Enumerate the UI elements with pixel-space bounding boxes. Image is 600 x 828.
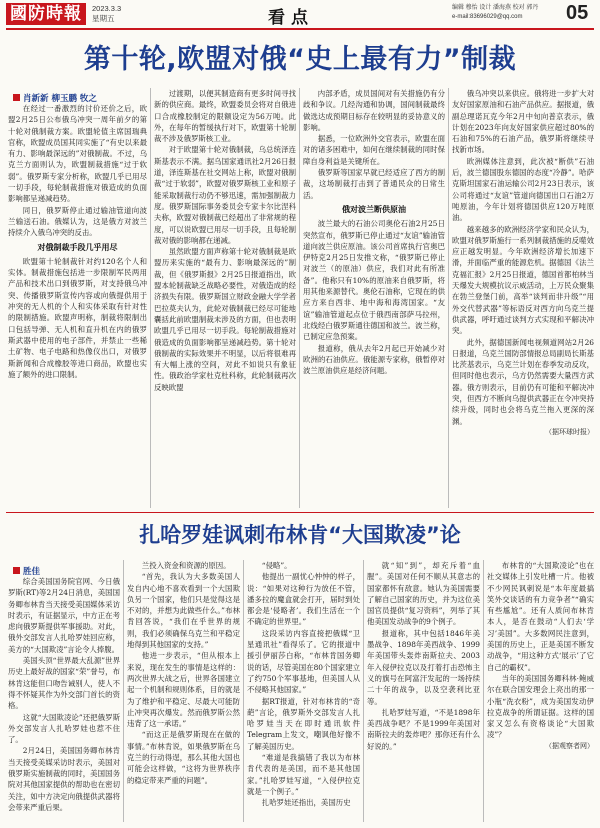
issue-date	[92, 4, 121, 24]
article2-column-1	[8, 576, 120, 822]
paragraph: 扎哈罗娃还指出，美国历史	[261, 798, 351, 808]
editor-email: e-mail:83696029@qq.com	[452, 14, 523, 20]
column-divider	[243, 560, 244, 822]
paragraph: 他进一步表示，“但从根本上来说，现在发生的事情是这样的：两次世界大战之后，世界各国建立起一个机制和规则体系，目的就是为了维护和平稳定、尽最大可能防止冲突再次爆发。然而俄罗斯公然违背了这一承诺。”	[127, 651, 240, 729]
newspaper-logo: 國防時報	[6, 3, 86, 25]
date-text: 2023.3.3	[92, 4, 122, 13]
article1-byline-text: 肖新新 柳玉鹏 牧之	[23, 94, 97, 104]
paragraph: 对于欧盟第十轮对俄制裁，乌总统泽连斯基表示不满。据乌国家通讯社2月26日报道，泽连斯基在社交网站上称，欧盟对俄制裁“过于软弱”，欧盟对俄罗斯核工业和原子能采取制裁行动仍不够迅速，需加强制裁力度。俄罗斯国际事务委员会专家卡尔比涅科夫称，欧盟对俄制裁已经超出了非常规的程度，可以说欧盟已用尽一切手段，且每轮制裁对俄的影响都在递减。	[154, 145, 296, 245]
article2-column-5	[487, 560, 594, 822]
paragraph: “侵略”。	[261, 561, 292, 570]
article2-column-2	[127, 560, 240, 822]
byline-marker-icon	[13, 567, 20, 574]
column-divider	[483, 560, 484, 822]
article2-column-4	[367, 560, 480, 822]
paragraph: 虽然欧盟方面声称第十轮对俄制裁是欧盟历来实施的“最有力、影响最深远的”制裁，但《俄罗斯报》2月25日报道指出，欧盟本轮制裁缺乏战略必要性，对俄造成的经济损失有限。俄罗斯国立财政金融大学学者巴拉莫夫认为，此轮对俄制裁已经尽可能地囊括此前欧盟制裁未涉及的方面，但也表明欧盟几乎已用尽一切手段。每轮制裁措施对俄造成的负面影响都呈递减趋势。第十轮对俄制裁的实际效果并不明显，以后将很难再有大幅上涨的空间，对此不如说只有象征性。俄政治学家杜克杜科称，此轮制裁再次反映欧盟	[154, 247, 296, 392]
column-divider	[448, 88, 449, 508]
column-divider	[150, 88, 151, 508]
article1-column-1	[8, 103, 147, 508]
article-divider	[6, 512, 594, 513]
column-divider	[123, 560, 124, 822]
column-divider	[363, 560, 364, 822]
article2-byline-text: 胜佳	[23, 567, 41, 577]
paragraph: 综合美国国务院官网、今日俄罗斯(RT)等2月24日消息，美国国务卿布林肯当天接受美国媒体采访时表示，有证据显示，中方正在考虑向俄罗斯提供军事援助。对此，俄外交部发言人扎哈罗娃回应称，美方的“大国欺凌”言论令人捧腹。	[8, 577, 120, 654]
article2-column-3	[247, 560, 360, 822]
article1-source: （据环球时报）	[545, 427, 594, 436]
paragraph: 兰投入资金和资源的原因。	[141, 561, 231, 570]
paragraph: 此外，据德国新闻电视频道网站2月26日报道，乌克兰国防部情报总局副局长斯基比茨基表示，乌克兰计划在春季发动反攻，但同时他也表示，乌方仍然需要大量西方武器。俄方则表示，目前仍有可能和平解决冲突，但西方不断向乌提供武器正在令冲突持续升级，同时也会将乌克兰拖入更深的深渊。	[452, 337, 594, 426]
editor-names: 编辑 穆怡 设计 潘海燕 校对 郭丹	[452, 5, 539, 11]
paragraph: 越来越多的欧洲经济学家和民众认为，欧盟对俄罗斯施行一系列制裁措施的反噬效应正越发明显。今年欧洲经济增长加速下滑，并面临严重的能源危机。据德国《法兰克福汇报》2月25日报道，德国首都柏林当天爆发大规模抗议示威活动，上万民众聚集在勃兰登堡门前，高举“谈判而非升级”“用外交代替武器”等标语反对西方向乌克兰提供武器，呼吁通过谈判方式实现和平解决冲突。	[452, 224, 594, 336]
paragraph: 波兰最大的石油公司奥伦石油2月25日突然宣布，俄罗斯已停止通过“友谊”输油管道向波兰供应原油。该公司首席执行官奥巴伊特克2月25日发推文称，“俄罗斯已停止对波兰（的原油）供应，我们对此有所准备”。他称只有10%的原油来自俄罗斯，将用其他来源替代。奥伦石油称，它现在的供应方来自西非、地中海和海湾国家。“友谊”输油管道起点位于俄西南部萨马拉州，北线经白俄罗斯通往德国和波兰。波兰称，已制定应急预案。	[303, 219, 445, 342]
paragraph: 据悉，一位欧洲外交官表示，欧盟在面对的诸多困难中，如何在继续制裁的同时保障自身利益是关键所在。	[303, 134, 445, 166]
column-divider	[299, 88, 300, 508]
paragraph: 在经过一番激烈的讨价还价之后，欧盟2月25日公布俄乌冲突一周年前夕的第十轮对俄制裁方案。欧盟轮值主席国瑞典官称，欧盟成员国其同实施了“有史以来最有力、影响最深远的”对俄制裁。不过，乌克兰方面则认为，欧盟制裁措施“过于软弱”。俄罗斯专家分析称，欧盟几乎已用尽一切手段，每轮制裁措施对俄造成的负面影响都呈递减趋势。	[8, 104, 147, 204]
paragraph: 2月24日，美国国务卿布林肯当天接受美媒采访时表示，美国对俄罗斯实施制裁的同时，美国国务院对其他国家提供的帮助也在密切关注，如中方决定向俄提供武器将会带来严重后果。	[8, 746, 120, 812]
paragraph: 过渡期，以便其制造商有更多时间寻找新的供应商。最终，欧盟委员会将对自俄进口合成橡胶制定的限额设定为56万吨。此外，在每年的暂缓执行对下，欧盟第十轮制裁不涉及俄罗斯核工业。	[154, 89, 296, 144]
paragraph: 美国头顶“世界最大乱源”世界历史上最好战的国家“荣”誉号，布林肯这能但口吻告诫别人，使人不得不怀疑其作为外交部门首长的资格。	[8, 656, 120, 711]
paragraph: 俄罗斯等国家早就已经适应了西方的制裁，这场制裁打击到了普通民众的日常生活。	[303, 168, 445, 200]
article1-subhead-1: 对俄制裁手段几乎用尽	[37, 242, 118, 252]
paragraph: “首先，我认为大多数美国人发自内心地不喜欢看到一个大国欺负另一个国家，他们只是觉得这是不对的，并想为此做些什么。”布林肯回答说，“我们在乎世界的规则，我们必须确保乌克兰和平稳定地得到其他国家的支持。”	[127, 572, 240, 650]
paragraph: 报道称，俄从去年2月起已开始减少对欧洲的石油供应。俄能源专家称，俄暂停对波兰原油供应是经济问题。	[303, 343, 445, 376]
section-title: 看点	[268, 8, 314, 28]
byline-marker-icon	[13, 94, 20, 101]
paragraph: 据RT报道，针对布林肯的“奇葩”言论，俄罗斯外交部发言人扎哈罗娃当天在即时通讯软件Telegram上发文，嘲讽他好像不了解美国历史。	[247, 696, 360, 751]
paragraph: 同日，俄罗斯停止通过输油管道向波兰输送石油。俄媒认为，这是俄方对波兰持续介入俄乌冲突的反击。	[8, 205, 147, 238]
paragraph: 报道称，其中包括1846年美墨战争、1898年美西战争、1999年美国带头轰炸南斯拉夫、2003年入侵伊拉克以及打着打击恐怖主义的旗号在阿富汗发起的一场持续二十年的战争，以及空袭利比亚等。	[367, 628, 480, 706]
article2-headline: 扎哈罗娃讽刺布林肯“大国欺凌”论	[139, 523, 461, 547]
paragraph: 就“知”到”，却充斥着“血腥”。美国对任何不顺从其意志的国家都怀有敌意。她认为美国需要了解自己国家的历史，并为这位美国官员提供“复习资料”，列举了其他美国发动战争的9个例子。	[367, 561, 480, 627]
paragraph: 扎哈罗娃写道，“不是1898年美西战争吧？不是1999年美国对南斯拉夫的轰炸吧？那你还有什么好说的。”	[367, 707, 480, 751]
paragraph: 布林肯的“大国欺凌论”也在社交媒体上引发吐槽一片。他被不少网民讽刺说是“本年度最搞笑外交谈话的有力竞争者”“确实有些尴尬”。还有人质问布林肯本人，是否在鼓动“人们去‘学习’美国”。大多数网民注意到，美国的历史上，正是美国不断发动战争，“用这种方式‘展示’了它自己的霸权”。	[487, 561, 594, 672]
masthead	[0, 0, 600, 30]
weekday-text: 星期五	[92, 14, 115, 23]
paragraph: 这段采访内容直接把俄媒“卫星通讯社”看得乐了。它的报道中援引伊丽莎白称，“布林肯国务卿说的话，尽管美国在80个国家建立了约750个军事基地，但美国人从不侵略其他国家。”	[247, 628, 360, 695]
article2-source: （据观察者网）	[545, 741, 594, 750]
paragraph: 欧盟第十轮制裁针对约120名个人和实体。制裁措施包括进一步限制军民两用产品和技术出口到俄罗斯，对支持俄乌冲突、传播俄罗斯宣传内容或向俄提供用于冲突的无人机的个人和实体采取有针对性的限制措施。欧盟声明称，制裁将限制出口包括导弹、无人机和直升机在内的俄罗斯武器中使用的电子部件，并禁止一些稀土矿物、电子电路和热像仪出口，对俄罗斯新闻和合成橡胶等进口商品，欧盟也实施了额外的进口限制。	[8, 256, 147, 379]
paragraph: 欧洲媒体注意到，此次被“断供”石油后，波兰德国股东德国的态度“冷静”。哈萨克斯坦国家石油运输公司2月23日表示，该公司将通过“友谊”管道向德国出口石油2万吨原油，今年计划将德国供应120万吨原油。	[452, 156, 594, 223]
article1-column-2	[154, 88, 296, 508]
paragraph: “而这正是俄罗斯现在在做的事情。”布林肯说，如果俄罗斯在乌克兰的行动得逞，那么其他大国也可能会这样做，“这将为世界秩序的稳定带来严重的问题”。	[127, 730, 240, 785]
article1-subhead-2: 俄对波兰断供原油	[342, 204, 406, 214]
paragraph: 内部矛盾，成员国间对有关措施仍有分歧和争议。几经沟通和协调，国间制裁最终做选达成预期目标存在较明显的妥协意义的影响。	[303, 89, 445, 132]
paragraph: 俄乌冲突以来供应。俄将进一步扩大对友好国家原油和石油产品供应。据报道，俄副总理诺瓦克今年2月中旬向普京表示，俄计划在2023年向友好国家供应超过80%的石油和75%的石油产品，俄罗斯将继续寻找新市场。	[452, 89, 594, 155]
masthead-divider	[6, 28, 594, 30]
article1-column-3	[303, 88, 445, 508]
paragraph: 他提出一副忧心忡忡的样子，说：“如果对这种行为放任不管，潘多拉的魔盒就会打开，届时到处都会是‘侵略者’。我们生活在一个不确定的世界里。”	[247, 572, 360, 627]
editor-credits	[452, 4, 572, 22]
paragraph: 当年的美国国务卿科林·鲍威尔在联合国安理会上亮出的那一小瓶“洗衣粉”，成为美国发动伊拉克战争的所谓证据。这样的国家又怎么有资格谈论“大国欺凌”？	[487, 673, 594, 740]
paragraph: 这就“大国欺凌论”还把俄罗斯外交部发言人扎哈罗娃也惹不住了。	[8, 712, 120, 745]
paragraph: “难道是我搞错了我以为布林肯代表的是美国，而不是其他国家。”扎哈罗娃写道，“入侵伊拉克就是一个例子。”	[247, 753, 360, 796]
page-number: 05	[566, 2, 589, 24]
article1-column-4	[452, 88, 594, 508]
article1-headline: 第十轮,欧盟对俄“史上最有力”制裁	[83, 44, 517, 75]
